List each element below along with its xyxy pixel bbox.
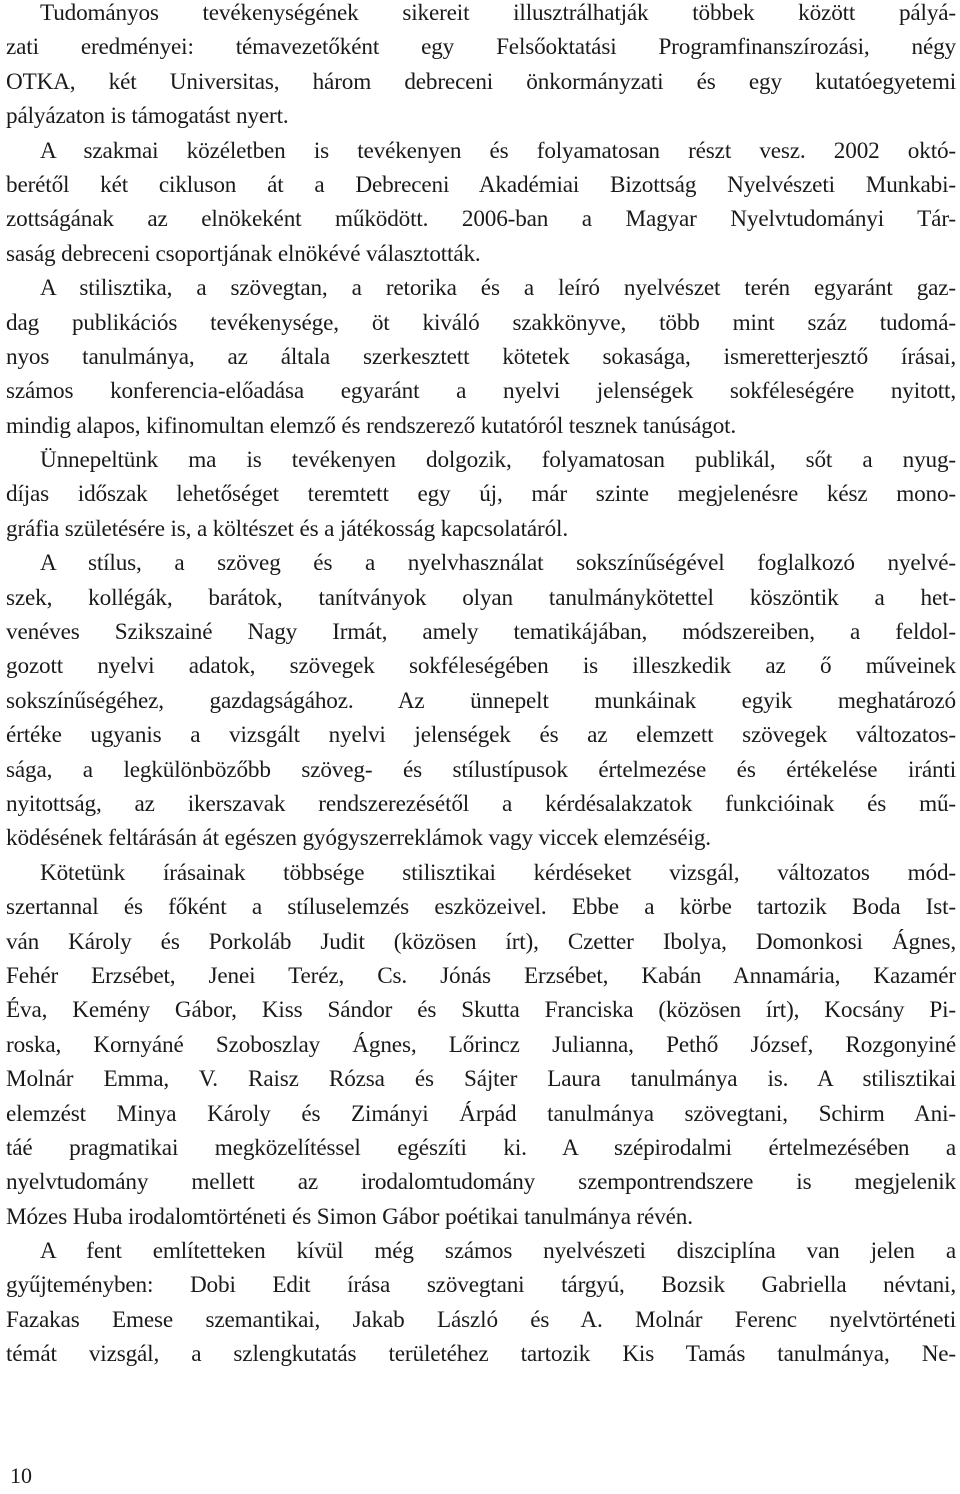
text-line: gozott nyelvi adatok, szövegek sokféleségében is illeszkedik az ő műveinek bbox=[6, 653, 956, 680]
text-line: A szakmai közéletben is tevékenyen és folyamatosan részt vesz. 2002 októ- bbox=[40, 137, 956, 164]
text-line: pályázaton is támogatást nyert. bbox=[6, 103, 289, 130]
text-line: zati eredményei: témavezetőként egy Felsőoktatási Programfinanszírozási, négy bbox=[6, 34, 956, 61]
text-line: Fehér Erzsébet, Jenei Teréz, Cs. Jónás Erzsébet, Kabán Annamária, Kazamér bbox=[6, 962, 956, 989]
text-line: venéves Szikszainé Nagy Irmát, amely tematikájában, módszereiben, a feldol- bbox=[6, 619, 956, 646]
text-line: táé pragmatikai megközelítéssel egészíti ki. A szépirodalmi értelmezésében a bbox=[6, 1134, 956, 1161]
text-line: gráfia születésére is, a költészet és a játékosság kapcsolatáról. bbox=[6, 515, 568, 542]
text-line: szertannal és főként a stíluselemzés eszközeivel. Ebbe a körbe tartozik Boda Ist- bbox=[6, 894, 956, 921]
text-line: nyos tanulmánya, az általa szerkesztett kötetek sokasága, ismeretterjesztő írásai, bbox=[6, 343, 956, 370]
text-line: OTKA, két Universitas, három debreceni önkormányzati és egy kutatóegyetemi bbox=[6, 68, 956, 95]
text-line: ködésének feltárásán át egészen gyógyszerreklámok vagy viccek elemzéséig. bbox=[6, 825, 711, 852]
text-line: roska, Kornyáné Szoboszlay Ágnes, Lőrincz Julianna, Pethő József, Rozgonyiné bbox=[6, 1031, 956, 1058]
text-line: Ünnepeltünk ma is tevékenyen dolgozik, folyamatosan publikál, sőt a nyug- bbox=[40, 447, 956, 474]
text-line: gyűjteményben: Dobi Edit írása szövegtani tárgyú, Bozsik Gabriella névtani, bbox=[6, 1272, 956, 1299]
text-line: sokszínűségéhez, gazdagságához. Az ünnepelt munkáinak egyik meghatározó bbox=[6, 687, 956, 714]
text-line: A stilisztika, a szövegtan, a retorika és a leíró nyelvészet terén egyaránt gaz- bbox=[40, 275, 956, 302]
text-line: értéke ugyanis a vizsgált nyelvi jelenségek és az elemzett szövegek változatos- bbox=[6, 722, 956, 749]
text-line: nyitottság, az ikerszavak rendszerezésétől a kérdésalakzatok funkcióinak és mű- bbox=[6, 790, 956, 817]
text-line: A fent említetteken kívül még számos nyelvészeti diszciplína van jelen a bbox=[40, 1238, 956, 1265]
text-line: számos konferencia-előadása egyaránt a nyelvi jelenségek sokféleségére nyitott, bbox=[6, 378, 956, 405]
text-line: díjas időszak lehetőséget teremtett egy új, már szinte megjelenésre kész mono- bbox=[6, 481, 956, 508]
text-line: Éva, Kemény Gábor, Kiss Sándor és Skutta Franciska (közösen írt), Kocsány Pi- bbox=[6, 997, 956, 1024]
text-line: A stílus, a szöveg és a nyelvhasználat sokszínűségével foglalkozó nyelvé- bbox=[40, 550, 956, 577]
text-line: berétől két cikluson át a Debreceni Akadémiai Bizottság Nyelvészeti Munkabi- bbox=[6, 171, 956, 198]
text-line: dag publikációs tevékenysége, öt kiváló szakkönyve, több mint száz tudomá- bbox=[6, 309, 956, 336]
page-number: 10 bbox=[10, 1463, 32, 1488]
text-line: saság debreceni csoportjának elnökévé választották. bbox=[6, 240, 481, 267]
text-line: sága, a legkülönbözőbb szöveg- és stílustípusok értelmezése és értékelése iránti bbox=[6, 756, 956, 783]
text-line: szek, kollégák, barátok, tanítványok olyan tanulmánykötettel köszöntik a het- bbox=[6, 584, 956, 611]
text-line: Mózes Huba irodalomtörténeti és Simon Gábor poétikai tanulmánya révén. bbox=[6, 1203, 693, 1230]
text-line: Molnár Emma, V. Raisz Rózsa és Sájter Laura tanulmánya is. A stilisztikai bbox=[6, 1066, 956, 1093]
body-text bbox=[6, 0, 956, 1372]
text-line: nyelvtudomány mellett az irodalomtudomány szempontrendszere is megjelenik bbox=[6, 1169, 956, 1196]
text-line: Tudományos tevékenységének sikereit illusztrálhatják többek között pályá- bbox=[40, 0, 956, 26]
text-line: zottságának az elnökeként működött. 2006-ban a Magyar Nyelvtudományi Tár- bbox=[6, 206, 956, 233]
text-line: Kötetünk írásainak többsége stilisztikai kérdéseket vizsgál, változatos mód- bbox=[40, 859, 956, 886]
text-line: témát vizsgál, a szlengkutatás területéhez tartozik Kis Tamás tanulmánya, Ne- bbox=[6, 1341, 956, 1368]
text-line: ván Károly és Porkoláb Judit (közösen írt), Czetter Ibolya, Domonkosi Ágnes, bbox=[6, 928, 956, 955]
text-line: elemzést Minya Károly és Zimányi Árpád tanulmánya szövegtani, Schirm Ani- bbox=[6, 1100, 956, 1127]
text-line: mindig alapos, kifinomultan elemző és rendszerező kutatóról tesznek tanúságot. bbox=[6, 412, 737, 439]
text-line: Fazakas Emese szemantikai, Jakab László és A. Molnár Ferenc nyelvtörténeti bbox=[6, 1306, 956, 1333]
